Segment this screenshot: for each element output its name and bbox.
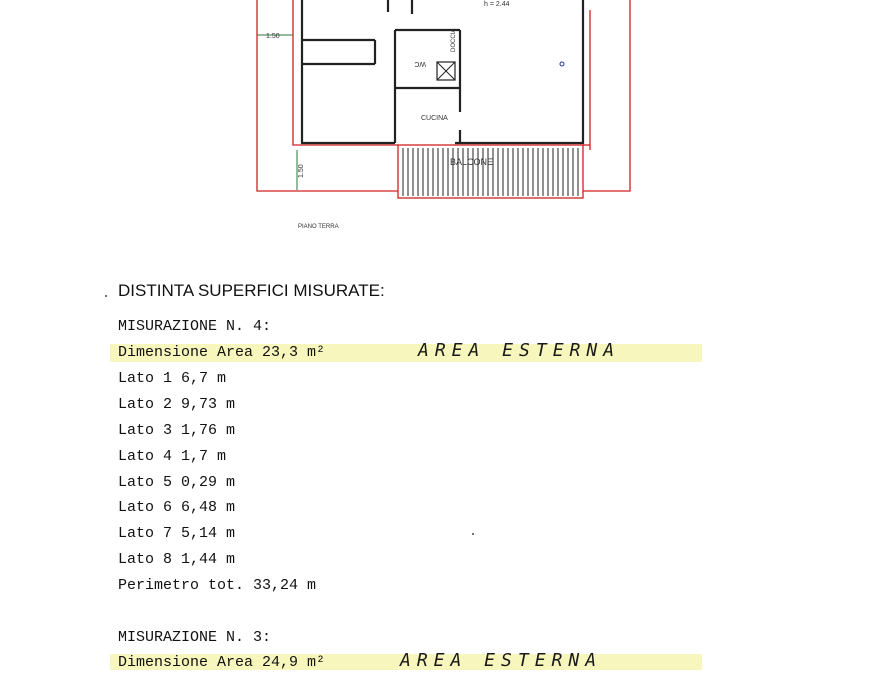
section-heading: DISTINTA SUPERFICI MISURATE:: [118, 281, 385, 300]
side-line: Lato 7 5,14 m: [118, 525, 236, 542]
floor-plan: [0, 0, 893, 240]
dim-left-bottom: 1.50: [298, 164, 305, 178]
room-label-doccia: DOCCIA: [451, 28, 457, 52]
ceiling-height-label: h = 2.44: [484, 1, 510, 8]
room-label-wc: WC: [414, 60, 426, 67]
speck: [472, 533, 474, 535]
measurement-3-area: Dimensione Area 24,9 m²: [118, 654, 326, 671]
room-label-cucina: CUCINA: [421, 115, 448, 122]
side-line: Lato 8 1,44 m: [118, 551, 236, 568]
side-line: Lato 5 0,29 m: [118, 474, 236, 491]
dim-left-top: 1.50: [266, 33, 280, 40]
room-label-balcone: BALCONE: [450, 157, 494, 167]
measurement-4-title: MISURAZIONE N. 4:: [118, 318, 272, 335]
speck: [105, 295, 107, 297]
side-line: Lato 6 6,48 m: [118, 499, 236, 516]
side-line: Lato 2 9,73 m: [118, 396, 236, 413]
measurement-4-area: Dimensione Area 23,3 m²: [118, 344, 326, 361]
handwritten-note-m4: AREA ESTERNA: [418, 340, 621, 361]
measurement-4-perimeter: Perimetro tot. 33,24 m: [118, 577, 317, 594]
side-line: Lato 3 1,76 m: [118, 422, 236, 439]
floor-label: PIANO TERRA: [298, 224, 339, 230]
side-line: Lato 4 1,7 m: [118, 448, 227, 465]
side-line: Lato 1 6,7 m: [118, 370, 227, 387]
handwritten-note-m3: AREA ESTERNA: [400, 650, 603, 671]
measurement-3-title: MISURAZIONE N. 3:: [118, 629, 272, 646]
